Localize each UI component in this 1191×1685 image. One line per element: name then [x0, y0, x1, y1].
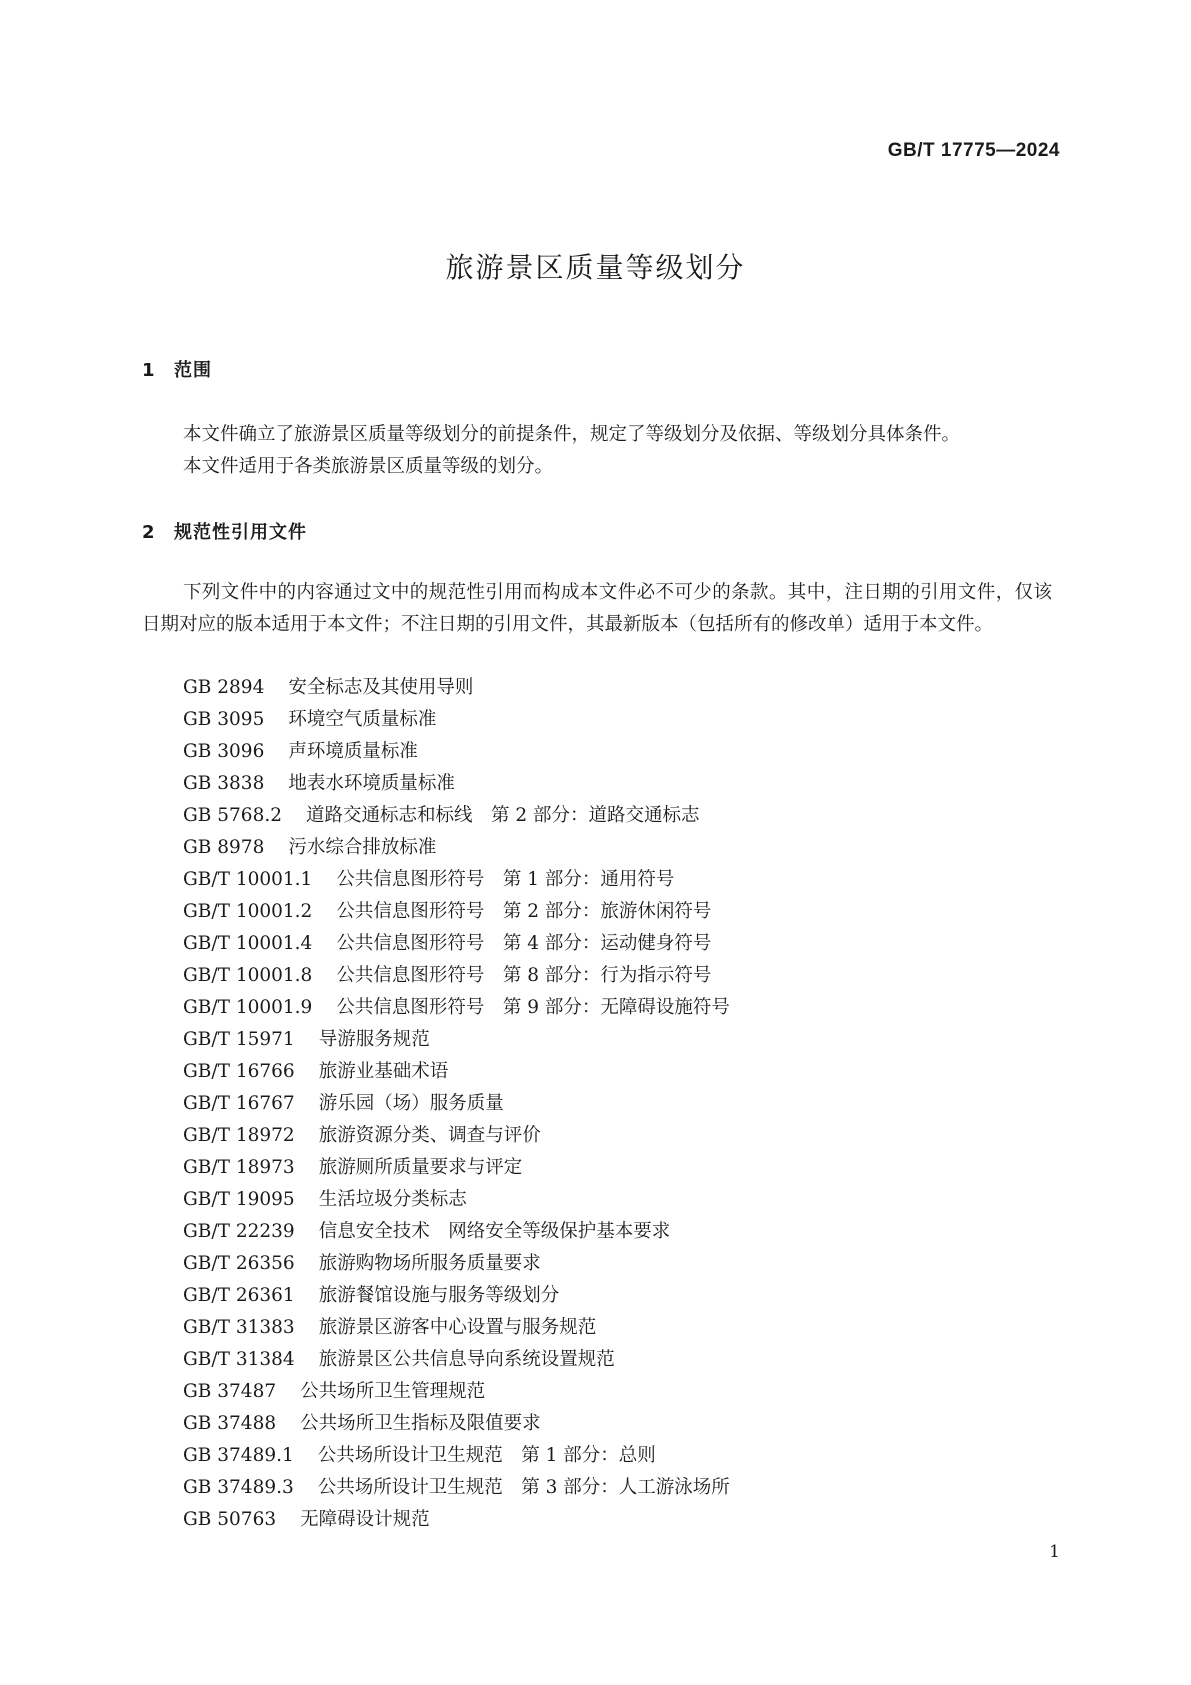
- reference-code: GB/T 18973: [183, 1157, 295, 1178]
- reference-code: GB/T 16766: [183, 1061, 295, 1082]
- reference-code: GB/T 31384: [183, 1349, 295, 1370]
- reference-item: [183, 1216, 730, 1248]
- reference-item: [183, 1280, 730, 1312]
- page-number: 1: [1049, 1542, 1060, 1562]
- reference-title: 旅游资源分类、调查与评价: [318, 1125, 541, 1146]
- reference-title: 导游服务规范: [318, 1029, 430, 1050]
- scope-paragraph: 本文件适用于各类旅游景区质量等级的划分。: [183, 456, 554, 477]
- reference-item: [183, 1184, 730, 1216]
- reference-code: GB 3095: [183, 709, 265, 730]
- reference-title: 地表水环境质量标准: [288, 773, 455, 794]
- reference-item: [183, 1024, 730, 1056]
- reference-title: 公共信息图形符号 第 1 部分：通用符号: [336, 869, 675, 890]
- reference-title: 公共场所卫生指标及限值要求: [300, 1413, 541, 1434]
- reference-title: 旅游业基础术语: [318, 1061, 449, 1082]
- reference-title: 旅游景区公共信息导向系统设置规范: [318, 1349, 615, 1370]
- reference-title: 旅游餐馆设施与服务等级划分: [318, 1285, 560, 1306]
- scope-paragraph: 本文件确立了旅游景区质量等级划分的前提条件，规定了等级划分及依据、等级划分具体条件。: [183, 424, 961, 445]
- reference-item: [183, 768, 730, 800]
- reference-item: [183, 992, 730, 1024]
- reference-code: GB/T 18972: [183, 1125, 295, 1146]
- reference-title: 公共信息图形符号 第 9 部分：无障碍设施符号: [336, 997, 730, 1018]
- section-number: 2: [142, 522, 156, 543]
- reference-list: [183, 672, 730, 1536]
- reference-code: GB 37489.3: [183, 1477, 294, 1498]
- reference-title: 声环境质量标准: [288, 741, 418, 762]
- section-title: 规范性引用文件: [174, 522, 307, 543]
- reference-code: GB/T 26361: [183, 1285, 295, 1306]
- reference-item: [183, 1472, 730, 1504]
- reference-code: GB/T 10001.4: [183, 933, 313, 954]
- references-intro-paragraph: 下列文件中的内容通过文中的规范性引用而构成本文件必不可少的条款。其中，注日期的引用文件，仅该日期对应的版本适用于本文件；不注日期的引用文件，其最新版本（包括所有的修改单）适用于本文件。: [142, 582, 1052, 635]
- reference-code: GB/T 10001.1: [183, 869, 313, 890]
- reference-item: [183, 928, 730, 960]
- reference-code: GB 2894: [183, 677, 265, 698]
- reference-item: [183, 704, 730, 736]
- reference-title: 生活垃圾分类标志: [318, 1189, 467, 1210]
- reference-item: [183, 736, 730, 768]
- reference-code: GB 3838: [183, 773, 265, 794]
- reference-item: [183, 800, 730, 832]
- reference-title: 公共场所设计卫生规范 第 3 部分：人工游泳场所: [317, 1477, 730, 1498]
- reference-code: GB/T 10001.2: [183, 901, 313, 922]
- reference-item: [183, 672, 730, 704]
- reference-code: GB 37488: [183, 1413, 277, 1434]
- reference-title: 信息安全技术 网络安全等级保护基本要求: [318, 1221, 671, 1242]
- reference-title: 公共场所卫生管理规范: [300, 1381, 486, 1402]
- reference-title: 环境空气质量标准: [288, 709, 437, 730]
- reference-code: GB/T 26356: [183, 1253, 295, 1274]
- reference-code: GB/T 22239: [183, 1221, 295, 1242]
- reference-title: 公共信息图形符号 第 4 部分：运动健身符号: [336, 933, 712, 954]
- reference-code: GB 5768.2: [183, 805, 282, 826]
- reference-code: GB/T 10001.8: [183, 965, 313, 986]
- reference-code: GB/T 19095: [183, 1189, 295, 1210]
- reference-code: GB 8978: [183, 837, 265, 858]
- reference-title: 安全标志及其使用导则: [288, 677, 474, 698]
- reference-code: GB/T 15971: [183, 1029, 295, 1050]
- reference-item: [183, 1344, 730, 1376]
- reference-item: [183, 864, 730, 896]
- reference-item: [183, 1152, 730, 1184]
- reference-item: [183, 1376, 730, 1408]
- section-heading-normative-references: [142, 518, 307, 544]
- document-code: GB/T 17775—2024: [887, 140, 1060, 161]
- reference-code: GB/T 10001.9: [183, 997, 313, 1018]
- reference-code: GB 37487: [183, 1381, 277, 1402]
- reference-item: [183, 1088, 730, 1120]
- reference-title: 旅游购物场所服务质量要求: [318, 1253, 541, 1274]
- reference-item: [183, 1120, 730, 1152]
- reference-item: [183, 896, 730, 928]
- reference-title: 公共场所设计卫生规范 第 1 部分：总则: [317, 1445, 656, 1466]
- reference-item: [183, 960, 730, 992]
- reference-title: 旅游景区游客中心设置与服务规范: [318, 1317, 597, 1338]
- reference-item: [183, 1440, 730, 1472]
- reference-title: 道路交通标志和标线 第 2 部分：道路交通标志: [306, 805, 700, 826]
- reference-title: 公共信息图形符号 第 2 部分：旅游休闲符号: [336, 901, 712, 922]
- document-title: 旅游景区质量等级划分: [445, 251, 746, 284]
- reference-title: 游乐园（场）服务质量: [318, 1093, 504, 1114]
- reference-item: [183, 1312, 730, 1344]
- reference-item: [183, 1408, 730, 1440]
- section-heading-scope: [142, 356, 212, 382]
- reference-code: GB 3096: [183, 741, 265, 762]
- reference-item: [183, 832, 730, 864]
- reference-item: [183, 1056, 730, 1088]
- reference-item: [183, 1248, 730, 1280]
- section-title: 范围: [174, 360, 212, 381]
- reference-code: GB 50763: [183, 1509, 277, 1530]
- reference-title: 无障碍设计规范: [300, 1509, 430, 1530]
- reference-item: [183, 1504, 730, 1536]
- reference-title: 污水综合排放标准: [288, 837, 437, 858]
- reference-code: GB/T 16767: [183, 1093, 295, 1114]
- reference-title: 旅游厕所质量要求与评定: [318, 1157, 523, 1178]
- reference-code: GB 37489.1: [183, 1445, 294, 1466]
- reference-title: 公共信息图形符号 第 8 部分：行为指示符号: [336, 965, 712, 986]
- reference-code: GB/T 31383: [183, 1317, 295, 1338]
- section-number: 1: [142, 360, 156, 381]
